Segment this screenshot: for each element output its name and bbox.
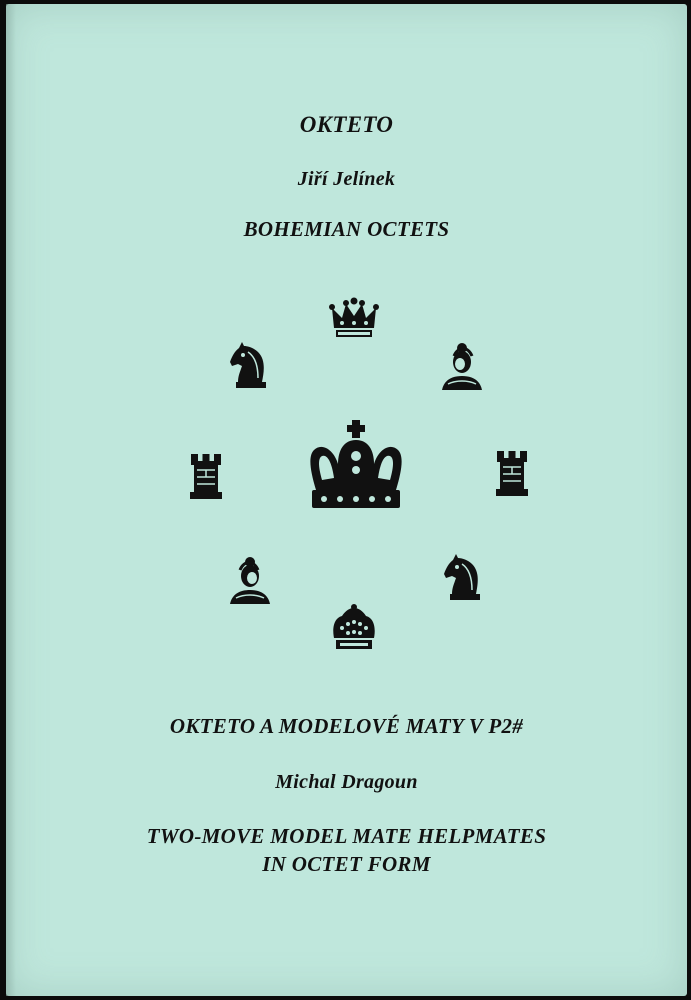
- second-title: OKTETO A MODELOVÉ MATY V P2#: [169, 714, 524, 738]
- knight-icon: [442, 554, 486, 602]
- rook-icon: [492, 449, 532, 497]
- queen-bust-icon: [226, 556, 274, 606]
- queen-crown-icon: [328, 296, 380, 340]
- rook-icon: [186, 452, 226, 500]
- queen-bust-icon: [438, 342, 486, 392]
- second-subtitle-line-2: IN OCTET FORM: [262, 852, 431, 876]
- cover-title: OKTETO: [299, 112, 394, 137]
- second-author: Michal Dragoun: [275, 771, 418, 793]
- cover-subtitle: BOHEMIAN OCTETS: [243, 217, 450, 241]
- book-cover: [6, 4, 687, 996]
- cover-author: Jiří Jelínek: [297, 168, 396, 190]
- knight-icon: [228, 342, 272, 390]
- queen-crown-icon: [328, 604, 380, 652]
- second-subtitle: [6, 822, 687, 878]
- second-subtitle-line-1: TWO-MOVE MODEL MATE HELPMATES: [146, 824, 547, 848]
- crown-icon: [304, 420, 408, 512]
